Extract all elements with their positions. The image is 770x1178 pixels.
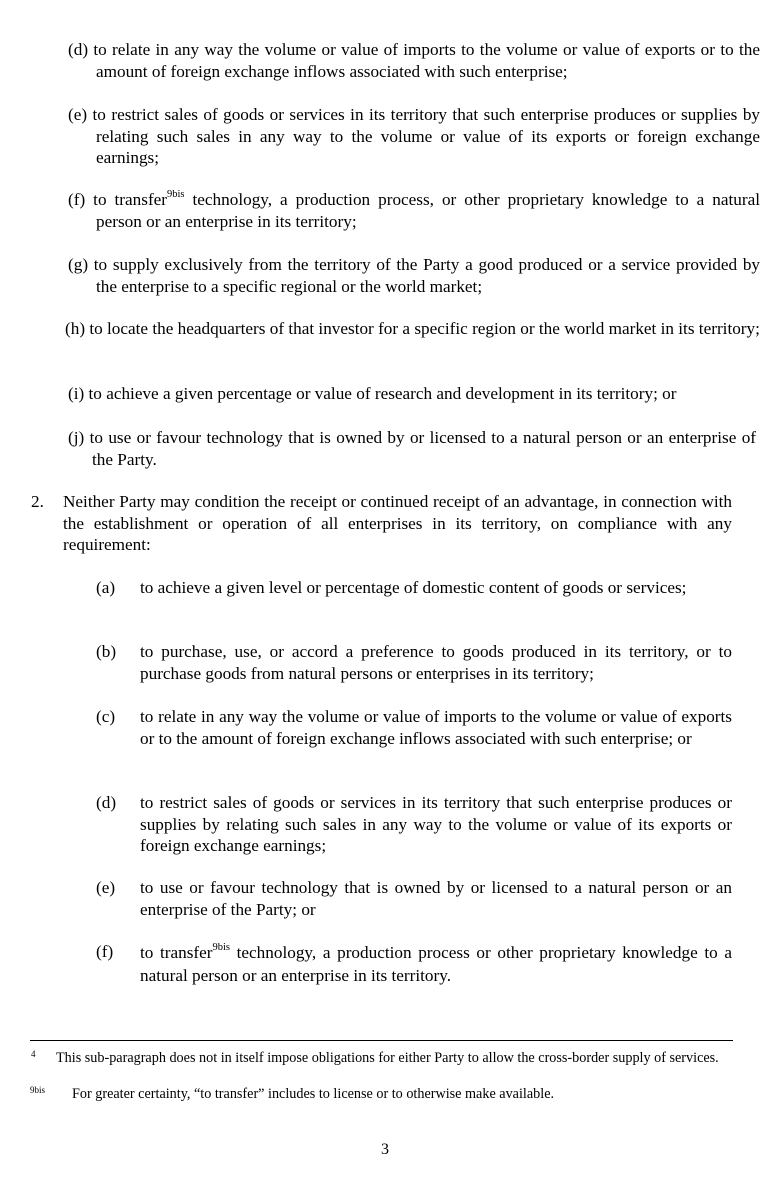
paragraph-2-text: Neither Party may condition the receipt or continued receipt of an advantage, in connection with the establishment or operation of all enterprises in its territory, on compliance with any requirement: bbox=[63, 492, 732, 554]
subparagraph-i bbox=[68, 383, 760, 405]
item-marker: (e) bbox=[96, 878, 116, 897]
item-text: to achieve a given level or percentage of domestic content of goods or services; bbox=[140, 578, 687, 597]
item-text: to relate in any way the volume or value of imports to the volume or value of exports or to the amount of foreign exchange inflows associated with such enterprise; or bbox=[140, 707, 732, 748]
footnote-reference: 9bis bbox=[212, 942, 231, 954]
subparagraph-d bbox=[68, 39, 760, 82]
item-marker: (b) bbox=[96, 642, 117, 661]
subparagraph-f bbox=[68, 189, 760, 232]
item-text: to relate in any way the volume or value of imports to the volume or value of exports or to the amount of foreign exchange inflows associated with such enterprise; bbox=[93, 40, 761, 81]
item-text: to restrict sales of goods or services in its territory that such enterprise produces or supplies by relating such sales in any way to the volume or value of its exports or foreign exchange earnings; bbox=[92, 105, 761, 167]
subparagraph-e bbox=[68, 104, 760, 169]
item-marker: (d) bbox=[96, 793, 117, 812]
item-text bbox=[140, 941, 732, 987]
paragraph-number: 2. bbox=[31, 492, 44, 511]
item-text: to use or favour technology that is owned by or licensed to a natural person or an enterprise of the Party. bbox=[89, 428, 757, 469]
item-marker: (f) bbox=[68, 190, 86, 209]
item-marker: (j) bbox=[68, 428, 85, 447]
item-marker: (i) bbox=[68, 384, 85, 403]
item-marker: (f) bbox=[96, 942, 114, 961]
item-marker: (g) bbox=[68, 255, 89, 274]
item-marker: (d) bbox=[68, 40, 89, 59]
item-text: to locate the headquarters of that investor for a specific region or the world market in its territory; bbox=[89, 319, 760, 338]
footnote-separator bbox=[30, 1040, 733, 1041]
item-text: to supply exclusively from the territory of the Party a good produced or a service provided by the enterprise to a specific regional or the world market; bbox=[93, 255, 761, 296]
page-number: 3 bbox=[381, 1141, 389, 1158]
item-text: to achieve a given percentage or value of research and development in its territory; or bbox=[88, 384, 677, 403]
item-marker: (e) bbox=[68, 105, 88, 124]
item-text: to use or favour technology that is owned by or licensed to a natural person or an enterprise of the Party; or bbox=[140, 878, 732, 919]
item-text-part: technology, a production process or other proprietary knowledge to a natural person or an enterprise in its territory. bbox=[140, 943, 732, 985]
item-text-part: to transfer bbox=[140, 943, 213, 962]
footnote-text: For greater certainty, “to transfer” includes to license or to otherwise make available. bbox=[72, 1086, 555, 1102]
item-text: to restrict sales of goods or services in its territory that such enterprise produces or supplies by relating such sales in any way to the volume or value of its exports or foreign exchange earnings; bbox=[140, 793, 732, 855]
item-text: to purchase, use, or accord a preference to goods produced in its territory, or to purchase goods from natural persons or enterprises in its territory; bbox=[140, 642, 732, 683]
item-marker: (a) bbox=[96, 578, 116, 597]
footnote-marker: 4 bbox=[31, 1049, 36, 1059]
item-marker: (c) bbox=[96, 707, 116, 726]
footnote-reference: 9bis bbox=[167, 189, 185, 201]
footnote-marker: 9bis bbox=[30, 1085, 46, 1095]
subparagraph-g bbox=[68, 254, 760, 297]
subparagraph-j bbox=[68, 427, 756, 470]
item-text: to transfer bbox=[93, 190, 168, 209]
subparagraph-h bbox=[65, 318, 760, 340]
item-marker: (h) bbox=[65, 319, 86, 338]
item-text: technology, a production process, or other proprietary knowledge to a natural person or an enterprise in its territory; bbox=[96, 190, 761, 231]
footnote-text: This sub-paragraph does not in itself impose obligations for either Party to allow the cross-border supply of services. bbox=[56, 1050, 719, 1066]
